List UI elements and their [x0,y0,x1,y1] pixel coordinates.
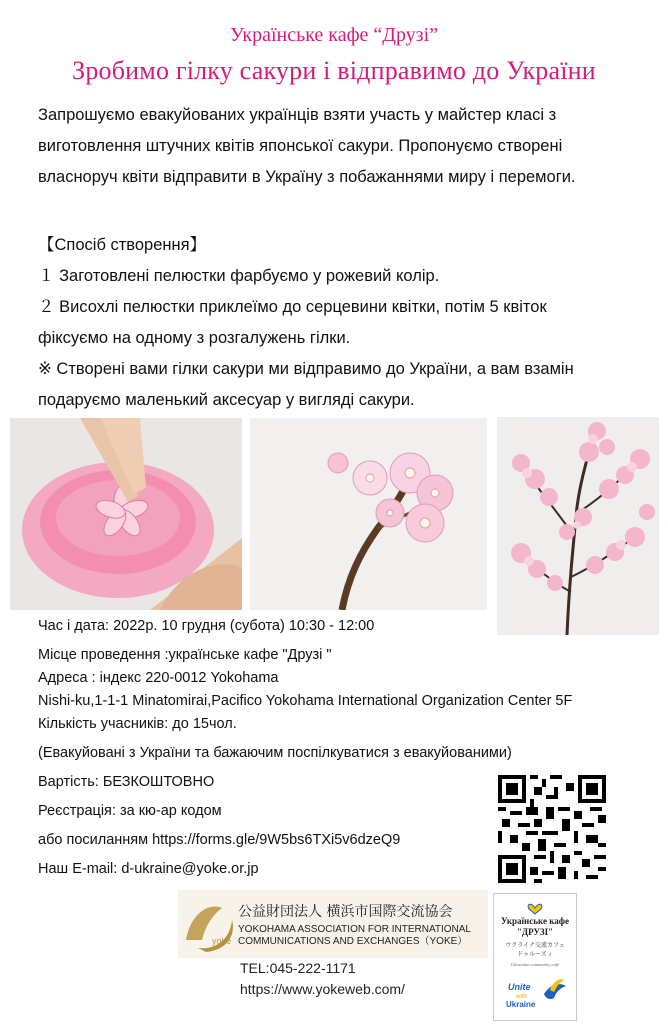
method-line: подаруємо маленький аксесуар у вигляді сакури. [38,391,415,409]
cafe-card-subtitle: Ukrainian community café [511,962,559,967]
cafe-logo-card [493,893,577,1021]
ukraine-word: Ukraine [506,1000,536,1009]
footer-tel: TEL:045-222-1171 [240,960,356,976]
photo-sakura-branch [250,418,487,610]
cafe-card-jp-line2: ドゥルーズィ [517,951,553,958]
cafe-card-title: Українське кафе [501,916,569,926]
intro-line: Запрошуємо евакуйованих українців взяти участь у майстер класі з [38,106,557,124]
contact-email[interactable]: Наш E-mail: d-ukraine@yoke.or.jp [38,861,259,877]
with-word: with [516,994,527,1000]
org-name-jp: 公益財団法人 横浜市国際交流協会 [238,904,453,920]
yoke-logo [178,890,488,958]
page-title: Зробимо гілку сакури і відправимо до України [72,56,596,85]
event-venue: Місце проведення :українське кафе "Друзі " [38,647,332,663]
cafe-card-name: "ДРУЗІ" [516,927,554,937]
heart-icon [528,904,542,914]
logo-word: yoke [212,936,232,946]
registration-qr-code[interactable] [498,775,606,883]
cafe-card-jp-line1: ウクライナ交流カフェ [505,942,565,949]
event-cost: Вартість: БЕЗКОШТОВНО [38,774,215,790]
event-registration: Реєстрація: за кю-ар кодом [38,803,222,819]
method-line: １ Заготовлені пелюстки фарбуємо у рожевий колір. [38,267,440,285]
intro-paragraph [38,100,638,193]
org-name-en-line2: COMMUNICATIONS AND EXCHANGES（YOKE） [238,936,468,947]
method-heading: 【Спосіб створення】 [38,236,207,254]
intro-line: виготовлення штучних квітів японської сакури. Пропонуємо створені [38,137,563,155]
event-audience: (Евакуйовані з України та бажаючим поспілкуватися з евакуйованими) [38,745,512,761]
cafe-title: Українське кафе “Друзі” [229,24,439,46]
unite-word: Unite [508,982,531,992]
event-details [38,615,572,881]
method-line: фіксуємо на одному з розгалужень гілки. [38,329,351,347]
event-address-line1: Адреса : індекс 220-0012 Yokohama [38,670,279,686]
org-name-en-line1: YOKOHAMA ASSOCIATION FOR INTERNATIONAL [238,924,471,935]
intro-line: власноруч квіти відправити в Україну з побажаннями миру і перемоги. [38,168,576,186]
method-line: ※ Створені вами гілки сакури ми відправимо до України, а вам взамін [38,360,574,378]
event-address-line2: Nishi-ku,1-1-1 Minatomirai,Pacifico Yokohama International Organization Center 5F [38,693,573,709]
photo-dyeing-petals [10,418,242,610]
event-participants: Кількість учасників: до 15чол. [38,716,237,732]
event-datetime: Час і дата: 2022р. 10 грудня (субота) 10:30 - 12:00 [38,618,375,634]
footer-website[interactable]: https://www.yokeweb.com/ [240,981,405,997]
registration-link[interactable]: або посиланням https://forms.gle/9W5bs6TXi5v6dzeQ9 [38,832,401,848]
footer-contact [240,958,405,1000]
photo-sakura-arrangement [497,417,659,635]
dove-icon [544,979,566,999]
method-section [38,230,638,416]
method-line: ２ Висохлі пелюстки приклеїмо до серцевини квітки, потім 5 квіток [38,298,547,316]
